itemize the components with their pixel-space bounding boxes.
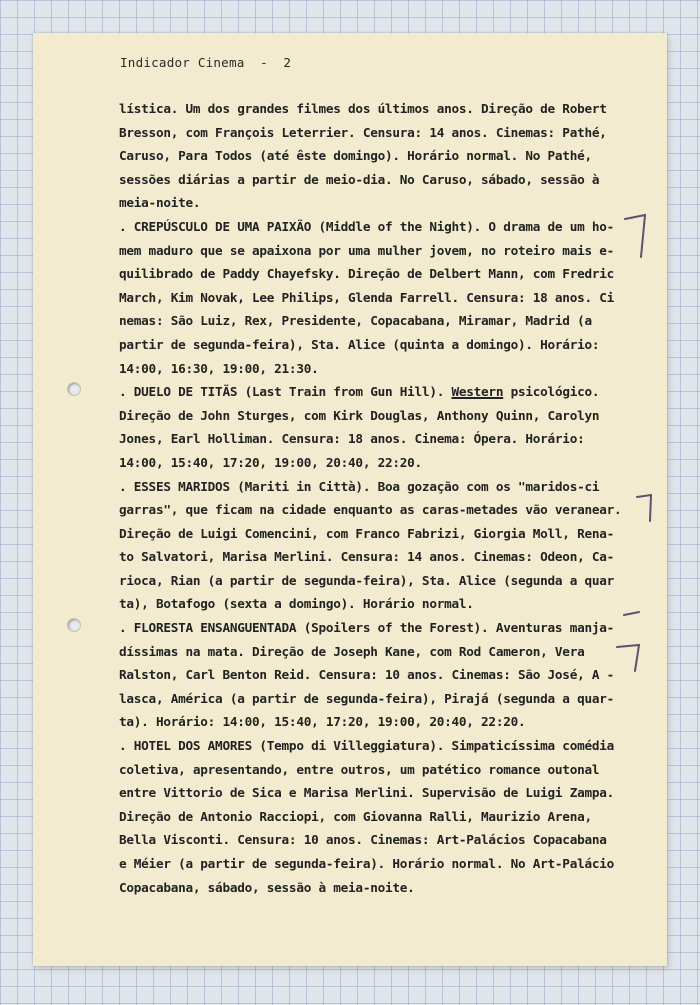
text-line: . HOTEL DOS AMORES (Tempo di Villeggiatura). Simpaticíssima comédia: [119, 738, 615, 754]
punch-hole-upper: [67, 382, 81, 396]
page-header: Indicador Cinema - 2: [120, 55, 292, 70]
pencil-bracket-mark: [613, 639, 645, 679]
text-line: Jones, Earl Holliman. Censura: 18 anos. Cinema: Ópera. Horário:: [119, 431, 585, 447]
text-line: Ralston, Carl Benton Reid. Censura: 10 anos. Cinemas: São José, A -: [119, 667, 615, 683]
text-line: mem maduro que se apaixona por uma mulher jovem, no roteiro mais e-: [119, 242, 615, 258]
text-line: garras", que ficam na cidade enquanto as caras-metades vão veranear.: [119, 502, 622, 518]
text-line: entre Vittorio de Sica e Marisa Merlini. Supervisão de Luigi Zampa.: [119, 785, 615, 801]
text-line: Copacabana, sábado, sessão à meia-noite.: [119, 879, 415, 895]
text-line: . CREPÚSCULO DE UMA PAIXÃO (Middle of the Night). O drama de um ho-: [119, 218, 615, 234]
text-line: Bella Visconti. Censura: 10 anos. Cinemas: Art-Palácios Copacabana: [119, 832, 607, 848]
text-line: sessões diárias a partir de meio-dia. No Caruso, sábado, sessão à: [119, 171, 600, 187]
text-line: 14:00, 15:40, 17:20, 19:00, 20:40, 22:20.: [119, 454, 422, 470]
text-line: ta). Horário: 14:00, 15:40, 17:20, 19:00, 20:40, 22:20.: [119, 714, 526, 730]
text-line: Direção de Antonio Racciopi, com Giovanna Ralli, Maurizio Arena,: [119, 808, 592, 824]
text-line: e Méier (a partir de segunda-feira). Horário normal. No Art-Palácio: [119, 856, 615, 871]
text-line: ta), Botafogo (sexta a domingo). Horário normal.: [119, 596, 474, 612]
underlined-word: Western: [451, 384, 504, 400]
document-body: [119, 97, 664, 899]
text-line: Direção de John Sturges, com Kirk Douglas, Anthony Quinn, Carolyn: [119, 407, 600, 423]
text-line: Bresson, com François Leterrier. Censura: 14 anos. Cinemas: Pathé,: [119, 124, 607, 140]
text-line: quilibrado de Paddy Chayefsky. Direção de Delbert Mann, com Fredric: [119, 266, 615, 282]
text-line: lasca, América (a partir de segunda-feira), Pirajá (segunda a quar-: [119, 690, 615, 706]
text-line: díssimas na mata. Direção de Joseph Kane, com Rod Cameron, Vera: [119, 643, 585, 659]
text-line: nemas: São Luiz, Rex, Presidente, Copacabana, Miramar, Madrid (a: [119, 313, 592, 329]
punch-hole-lower: [67, 618, 81, 632]
text-line: coletiva, apresentando, entre outros, um patético romance outonal: [119, 761, 600, 777]
typed-document-page: [33, 33, 667, 966]
text-line: Direção de Luigi Comencini, com Franco Fabrizi, Giorgia Moll, Rena-: [119, 525, 615, 541]
text-line: meia-noite.: [119, 195, 201, 211]
text-line: . DUELO DE TITÃS (Last Train from Gun Hill). Western psicológico.: [119, 384, 600, 400]
pencil-bracket-mark: [621, 609, 645, 633]
pencil-bracket-mark: [633, 489, 657, 529]
text-line: . ESSES MARIDOS (Mariti in Città). Boa gozação com os "maridos-ci: [119, 478, 600, 494]
text-line: to Salvatori, Marisa Merlini. Censura: 14 anos. Cinemas: Odeon, Ca-: [119, 549, 615, 565]
text-line: partir de segunda-feira), Sta. Alice (quinta a domingo). Horário:: [119, 336, 600, 352]
text-line: March, Kim Novak, Lee Philips, Glenda Farrell. Censura: 18 anos. Ci: [119, 289, 615, 305]
text-line: lística. Um dos grandes filmes dos últimos anos. Direção de Robert: [119, 101, 607, 116]
text-line: rioca, Rian (a partir de segunda-feira), Sta. Alice (segunda a quar: [119, 572, 615, 588]
text-line: Caruso, Para Todos (até êste domingo). Horário normal. No Pathé,: [119, 148, 592, 164]
pencil-bracket-mark: [621, 211, 651, 263]
text-line: . FLORESTA ENSANGUENTADA (Spoilers of the Forest). Aventuras manja-: [119, 620, 615, 636]
text-line: 14:00, 16:30, 19:00, 21:30.: [119, 360, 319, 376]
